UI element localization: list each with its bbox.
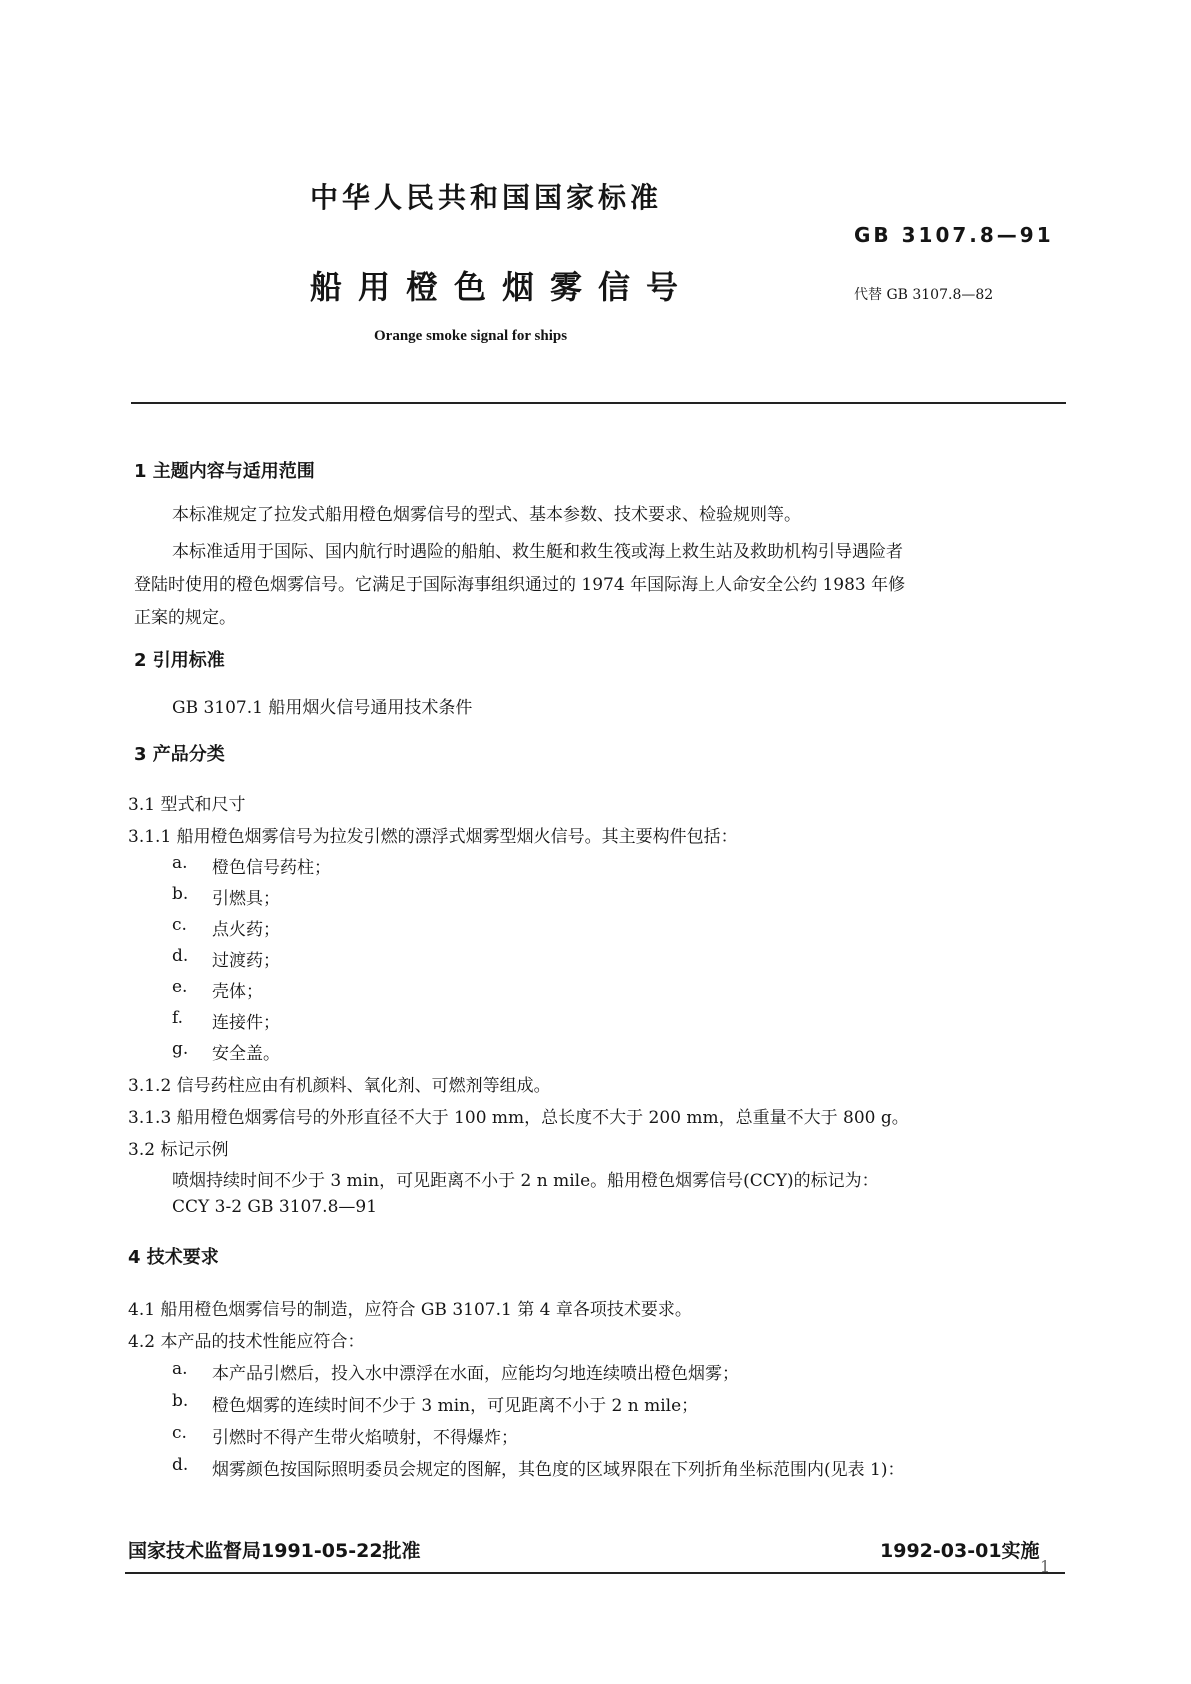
clause-3-1-2: 3.1.2 信号药柱应由有机颜料、氧化剂、可燃剂等组成。 xyxy=(128,1076,551,1096)
list-item: 连接件； xyxy=(212,1013,280,1033)
document-title: 船用橙色烟雾信号 xyxy=(310,268,695,306)
list-item: 过渡药； xyxy=(212,951,280,971)
page-number: 1 xyxy=(1040,1557,1051,1576)
section-1-paragraph-2-line-2: 登陆时使用的橙色烟雾信号。它满足于国际海事组织通过的 1974 年国际海上人命安全公约 1983 年修 xyxy=(134,575,906,595)
list-item: 本产品引燃后，投入水中漂浮在水面，应能均匀地连续喷出橙色烟雾； xyxy=(212,1364,739,1384)
list-marker: a. xyxy=(172,853,188,873)
list-marker: c. xyxy=(172,915,187,935)
approval-date: 国家技术监督局1991-05-22批准 xyxy=(128,1540,421,1562)
section-2-heading: 2 引用标准 xyxy=(134,650,225,671)
marking-example-text: 喷烟持续时间不少于 3 min，可见距离不小于 2 n mile。船用橙色烟雾信号(CCY)的标记为： xyxy=(172,1171,879,1191)
section-3-heading: 3 产品分类 xyxy=(134,744,225,765)
effective-date: 1992-03-01实施 xyxy=(880,1540,1040,1562)
list-item: 引燃时不得产生带火焰喷射，不得爆炸； xyxy=(212,1428,518,1448)
list-marker: a. xyxy=(172,1359,188,1379)
header-divider xyxy=(131,402,1066,404)
list-item: 橙色烟雾的连续时间不少于 3 min，可见距离不小于 2 n mile； xyxy=(212,1396,699,1416)
list-marker: b. xyxy=(172,884,189,904)
list-item: 烟雾颜色按国际照明委员会规定的图解，其色度的区域界限在下列折角坐标范围内(见表 1)： xyxy=(212,1460,905,1480)
standard-number: GB 3107.8—91 xyxy=(854,223,1054,247)
section-1-paragraph-2-line-3: 正案的规定。 xyxy=(134,608,236,628)
list-item: 壳体； xyxy=(212,982,263,1002)
list-marker: c. xyxy=(172,1423,187,1443)
normative-reference: GB 3107.1 船用烟火信号通用技术条件 xyxy=(172,698,473,718)
list-marker: f. xyxy=(172,1008,184,1028)
clause-3-1: 3.1 型式和尺寸 xyxy=(128,795,246,815)
clause-3-1-1: 3.1.1 船用橙色烟雾信号为拉发引燃的漂浮式烟雾型烟火信号。其主要构件包括： xyxy=(128,827,738,847)
list-marker: b. xyxy=(172,1391,189,1411)
footer-divider xyxy=(125,1572,1065,1574)
marking-example-code: CCY 3-2 GB 3107.8—91 xyxy=(172,1197,378,1217)
list-item: 引燃具； xyxy=(212,889,280,909)
list-marker: g. xyxy=(172,1039,189,1059)
section-1-heading: 1 主题内容与适用范围 xyxy=(134,461,315,482)
clause-4-2: 4.2 本产品的技术性能应符合： xyxy=(128,1332,365,1352)
clause-3-2: 3.2 标记示例 xyxy=(128,1140,229,1160)
list-item: 点火药； xyxy=(212,920,280,940)
section-4-heading: 4 技术要求 xyxy=(128,1247,219,1268)
english-title: Orange smoke signal for ships xyxy=(374,328,568,344)
list-item: 橙色信号药柱； xyxy=(212,858,331,878)
replaces-note: 代替 GB 3107.8—82 xyxy=(854,287,994,303)
section-1-paragraph-1: 本标准规定了拉发式船用橙色烟雾信号的型式、基本参数、技术要求、检验规则等。 xyxy=(172,505,801,525)
clause-4-1: 4.1 船用橙色烟雾信号的制造，应符合 GB 3107.1 第 4 章各项技术要求。 xyxy=(128,1300,692,1320)
clause-3-1-3: 3.1.3 船用橙色烟雾信号的外形直径不大于 100 mm，总长度不大于 200 mm，总重量不大于 800 g。 xyxy=(128,1108,909,1128)
section-1-paragraph-2-line-1: 本标准适用于国际、国内航行时遇险的船舶、救生艇和救生筏或海上救生站及救助机构引导遇险者 xyxy=(172,542,903,562)
list-marker: e. xyxy=(172,977,188,997)
list-item: 安全盖。 xyxy=(212,1044,280,1064)
list-marker: d. xyxy=(172,946,189,966)
country-standard-heading: 中华人民共和国国家标准 xyxy=(310,181,663,214)
list-marker: d. xyxy=(172,1455,189,1475)
